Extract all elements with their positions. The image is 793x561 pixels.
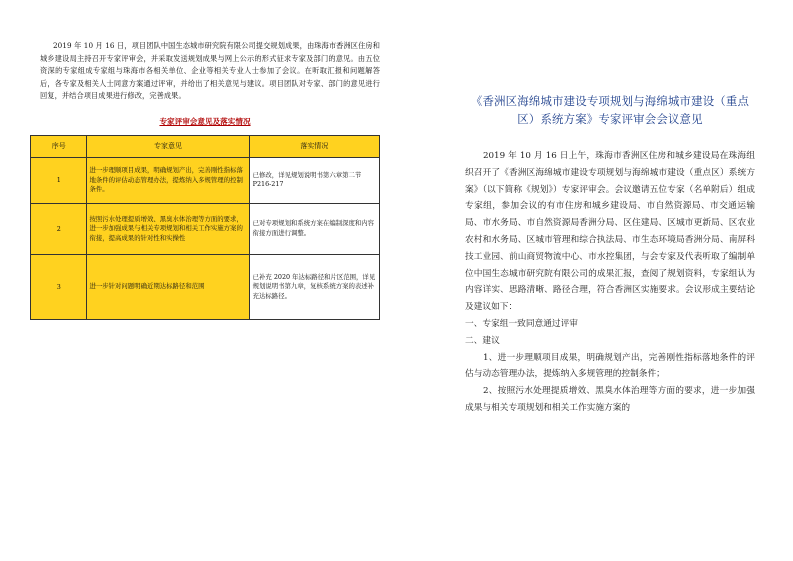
intro-paragraph: 2019 年 10 月 16 日，项目团队中国生态城市研究院有限公司提交规划成果，由珠海市香洲区住房和城乡建设局主持召开专家评审会，并采取发送规划成果与网上公示的形式征求专家及部门的意见。由五位资深的专家组成专家组与珠海市各相关单位、企业等相关专业人士参加了会议。在听取汇报和问题解答后，各专家及相关人士同意方案通过评审，并给出了相关意见与建议。项目团队对专家、部门的意见进行回复，并结合项目成果进行修改，完善成果。 <box>40 41 380 101</box>
scan-title: 《香洲区海绵城市建设专项规划与海绵城市建设（重点区）系统方案》专家评审会会议意见 <box>470 94 750 126</box>
scan-paragraph-main: 2019 年 10 月 16 日上午，珠海市香洲区住房和城乡建设局在珠海组织召开了《香洲区海绵城市建设专项规划与海绵城市建设（重点区）系统方案》（以下简称《规划》）专家评审会。会议邀请五位专家（名单附后）组成专家组，参加会议的有市住房和城乡建设局、市自然资源局、市交通运输局、市水务局、市自然资源局香洲分局、区住建局、区城市更新局、区农业农村和水务局、区城市管理和综合执法局、市生态环境局香洲分局、南屏科技工业园、前山商贸物流中心、市水控集团，与会专家及代表听取了编制单位中国生态城市研究院有限公司的成果汇报，查阅了规划资料，专家组认为内容详实、思路清晰、路径合理，符合香洲区实施要求。会议形成主要结论及建议如下： <box>465 151 755 313</box>
row-opinion: 按照污水处理提质增效、黑臭水体治理等方面的要求，进一步加强成果与相关专项规划和相关工作实施方案的衔接，提高成果的针对性和实操性 <box>87 203 249 254</box>
review-summary-page <box>30 40 380 320</box>
scan-suggestion-1: 1、进一步理顺项目成果，明确规划产出，完善刚性指标落地条件的评估与动态管理办法，提炼纳入多规管理的控制条件； <box>465 352 755 380</box>
header-no: 序号 <box>31 135 87 157</box>
table-row <box>31 254 380 319</box>
scan-body <box>465 148 755 417</box>
table-title: 专家评审会意见及落实情况 <box>159 116 251 126</box>
header-status: 落实情况 <box>249 135 379 157</box>
row-status: 已对专项规划和系统方案在编制深度和内容衔接方面进行调整。 <box>249 203 379 254</box>
scan-item-suggest: 二、建议 <box>465 335 500 346</box>
row-status: 已补充 2020 年达标路径和片区范围，详见规划说明书第九章，复核系统方案的表述补充达标路径。 <box>249 254 379 319</box>
row-number: 2 <box>31 203 87 254</box>
table-row <box>31 157 380 203</box>
scan-item-approve: 一、专家组一致同意通过评审 <box>465 318 578 329</box>
row-number: 3 <box>31 254 87 319</box>
row-opinion: 进一步针对问题明确近期达标路径和范围 <box>87 254 249 319</box>
scan-suggestion-2: 2、按照污水处理提质增效、黑臭水体治理等方面的要求，进一步加强成果与相关专项规划和相关工作实施方案的 <box>465 386 755 413</box>
row-status: 已修改，详见规划说明书第六章第二节 P216-217 <box>249 157 379 203</box>
row-number: 1 <box>31 157 87 203</box>
row-opinion: 进一步理顺项目成果，明确规划产出，完善刚性指标落地条件的评估动态管理办法，提炼纳入多规管理的控制条件。 <box>87 157 249 203</box>
table-header-row <box>31 135 380 157</box>
meeting-opinion-scan <box>465 88 755 428</box>
header-opinion: 专家意见 <box>87 135 249 157</box>
table-row <box>31 203 380 254</box>
expert-opinion-table <box>30 135 380 320</box>
